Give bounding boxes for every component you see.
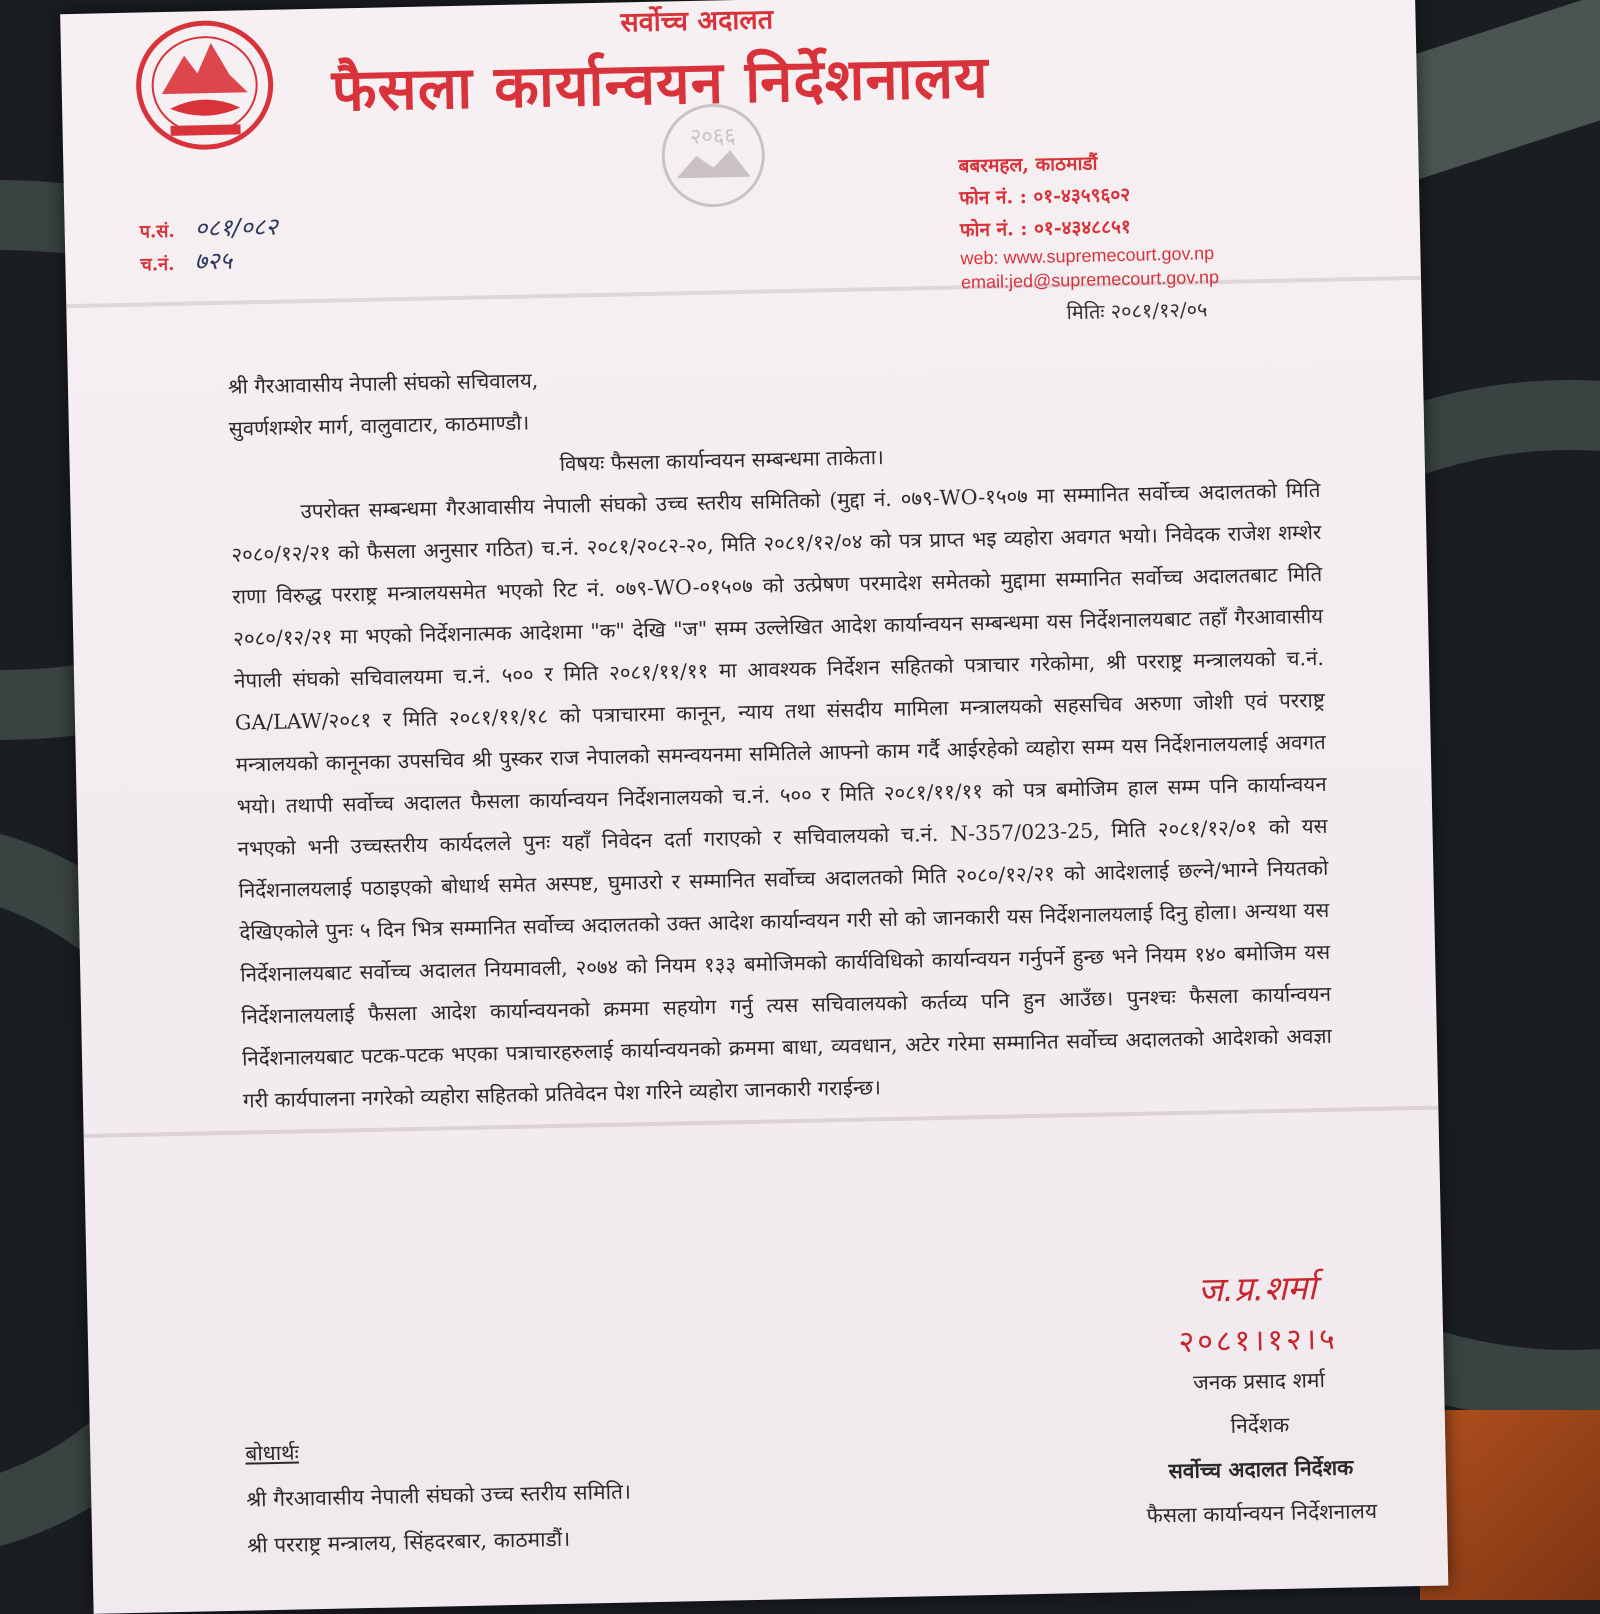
- department-title: फैसला कार्यान्वयन निर्देशनालय: [331, 42, 990, 125]
- signature-date: २०८१।१२।५: [1178, 1321, 1339, 1361]
- seal-text: निर्देशक: [1294, 1454, 1354, 1481]
- phone-1: फोन नं. : ०१-४३५९६०२: [958, 183, 1131, 210]
- signatory-title: निर्देशक: [1230, 1412, 1290, 1438]
- ps-value: ०८१/०८२: [194, 212, 279, 243]
- phone-2: फोन नं. : ०१-४३४८८५१: [959, 215, 1132, 242]
- email: email:jed@supremecourt.gov.np: [960, 266, 1220, 293]
- signatory-name: जनक प्रसाद शर्मा: [1192, 1368, 1326, 1395]
- reference-ps: [139, 210, 278, 246]
- subject-line: विषयः फैसला कार्यान्वयन सम्बन्धमा ताकेता।: [559, 445, 885, 476]
- signatory-office: [1120, 1444, 1401, 1494]
- cc-item: श्री गैरआवासीय नेपाली संघको उच्च स्तरीय समिति।: [246, 1479, 632, 1512]
- address: बबरमहल, काठमाडौं: [958, 152, 1098, 178]
- signatory-department: फैसला कार्यान्वयन निर्देशनालय: [1146, 1498, 1378, 1528]
- website: web: www.supremecourt.gov.np: [960, 243, 1215, 269]
- cc-block: [245, 1423, 633, 1569]
- recipient-line-2: सुवर्णशम्शेर मार्ग, वालुवाटार, काठमाण्डौ।: [228, 410, 530, 441]
- reference-cn: [140, 244, 232, 279]
- letter-paper: [60, 0, 1448, 1614]
- signature-block: [1117, 1261, 1403, 1538]
- cn-label: च.नं.: [140, 253, 175, 276]
- cc-title: बोधार्थः: [245, 1440, 300, 1466]
- svg-text:२०६६: २०६६: [689, 124, 737, 151]
- letter-body: [228, 343, 1334, 1122]
- office-court: सर्वोच्च अदालत: [1168, 1455, 1288, 1484]
- contact-block: [958, 145, 1219, 294]
- ps-label: प.सं.: [139, 220, 175, 243]
- court-name: सर्वोच्च अदालत: [620, 4, 774, 39]
- body-paragraph: उपरोक्त सम्बन्धमा गैरआवासीय नेपाली संघको उच्च स्तरीय समितिको (मुद्दा नं. ०७९-WO-१५०७ मा सम्मानित सर्वोच्च अदालतको मिति २०८०/१२/२१ को फैसला अनुसार गठित) च.नं. २०८१/२०८२-२०, मिति २०८१/१२/०४ को पत्र प्राप्त भइ व्यहोरा अवगत भयो। निवेदक राजेश शम्शेर राणा विरुद्ध परराष्ट्र मन्त्रालयसमेत भएको रिट नं. ०७९-WO-०१५०७ को उत्प्रेषण परमादेश समेतको मुद्दामा सम्मानित सर्वोच्च अदालतबाट मिति २०८०/१२/२१ मा भएको निर्देशनात्मक आदेशमा "क" देखि "ज" सम्म उल्लेखित आदेश कार्यान्वयन सम्बन्धमा यस निर्देशनालयबाट तहाँ गैरआवासीय नेपाली संघको सचिवालयमा च.नं. ५०० र मिति २०८१/११/११ मा आवश्यक निर्देशन सहितको पत्राचार गरेकोमा, श्री परराष्ट्र मन्त्रालयको च.नं. GA/LAW/२०८१ र मिति २०८१/११/१८ को पत्राचारमा कानून, न्याय तथा संसदीय मामिला मन्त्रालयको सहसचिव अरुणा जोशी एवं परराष्ट्र मन्त्रालयको कानूनका उपसचिव श्री पुस्कर राज नेपालको समन्वयनमा समितिले आफ्नो काम गर्दै आईरहेको व्यहोरा सम्म यस निर्देशनालयलाई अवगत भयो। तथापी सर्वोच्च अदालत फैसला कार्यान्वयन निर्देशनालयको च.नं. ५०० र मिति २०८१/११/११ को पत्र बमोजिम हाल सम्म पनि कार्यान्वयन नभएको भनी उच्चस्तरीय कार्यदलले पुनः यहाँ निवेदन दर्ता गराएको र सचिवालयको च.नं. N-357/023-25, मिति २०८१/१२/०१ को यस निर्देशनालयलाई पठाइएको बोधार्थ समेत अस्पष्ट, घुमाउरो र सम्मानित सर्वोच्च अदालतको मिति २०८०/१२/२१ को आदेशलाई छल्ने/भाग्ने नियतको देखिएकोले पुनः ५ दिन भित्र सम्मानित सर्वोच्च अदालतको उक्त आदेश कार्यान्वयन गरी सो को जानकारी यस निर्देशनालयलाई दिनु होला। अन्यथा यस निर्देशनालयबाट सर्वोच्च अदालत नियमावली, २०७४ को नियम १३३ बमोजिमको कार्यविधिको कार्यान्वयन गर्नुपर्ने हुन्छ भने नियम १४० बमोजिम यस निर्देशनालयलाई फैसला आदेश कार्यान्वयनको क्रममा सहयोग गर्नु त्यस सचिवालयको कर्तव्य पनि हुन आउँछ। पुनश्चः फैसला कार्यान्वयन निर्देशनालयबाट पटक-पटक भएका पत्राचारहरुलाई कार्यान्वयनको क्रममा बाधा, व्यवधान, अटेर गरेमा सम्मानित सर्वोच्च अदालतको आदेशको अवज्ञा गरी कार्यपालना नगरेको व्यहोरा सहितको प्रतिवेदन पेश गरिने व्यहोरा जानकारी गराईन्छ।: [231, 477, 1333, 1113]
- cc-item: श्री परराष्ट्र मन्त्रालय, सिंहदरबार, काठमाडौं।: [247, 1526, 571, 1558]
- recipient-line-1: श्री गैरआवासीय नेपाली संघको सचिवालय,: [227, 368, 539, 399]
- letter-date: मितिः २०८१/१२/०५: [1066, 297, 1208, 325]
- signature: ज.प्र.शर्मा: [1197, 1268, 1317, 1311]
- cn-value: ७२५: [194, 246, 233, 276]
- nepal-emblem-icon: [128, 12, 281, 155]
